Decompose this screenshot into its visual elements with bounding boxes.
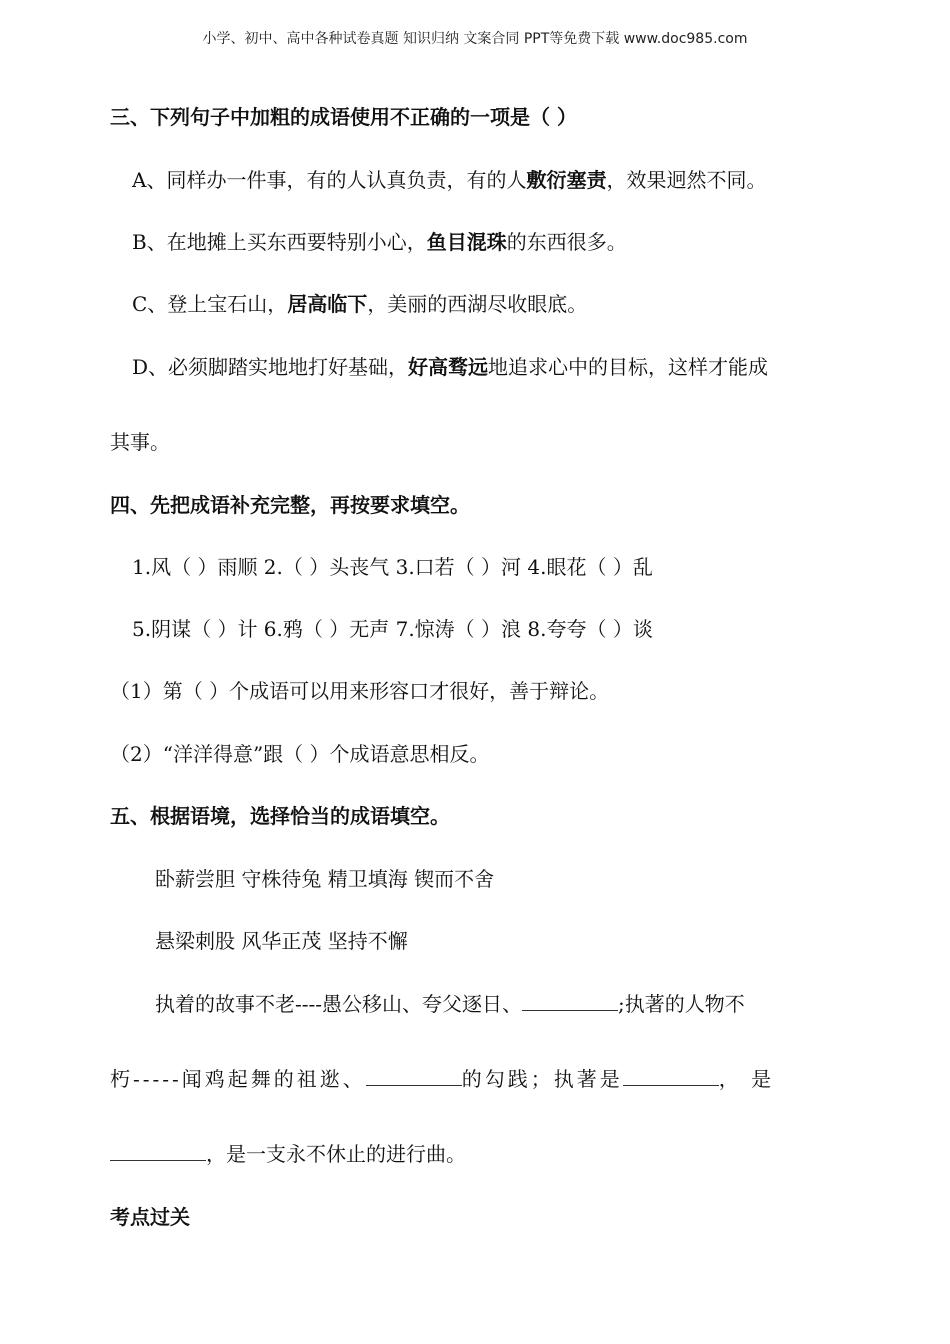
idiom-choices-2: 悬梁刺股 风华正茂 坚持不懈	[155, 929, 408, 953]
section5-title: 五、根据语境，选择恰当的成语填空。	[110, 804, 450, 828]
option-c-bold: 居高临下	[287, 292, 368, 316]
section3-title: 三、下列句子中加粗的成语使用不正确的一项是（ ）	[110, 105, 577, 129]
question-2: （2）“洋洋得意”跟（ ）个成语意思相反。	[110, 742, 490, 766]
page-header: 小学、初中、高中各种试卷真题 知识归纳 文案合同 PPT等免费下载 www.doc985.com	[202, 31, 748, 47]
idiom-row-1: 1.风（ ）雨顺 2.（ ）头丧气 3.口若（ ）河 4.眼花（ ）乱	[132, 555, 653, 579]
section4-title: 四、先把成语补充完整，再按要求填空。	[110, 493, 470, 517]
paragraph-line-1	[155, 990, 745, 1018]
option-d-bold: 好高骛远	[408, 355, 489, 379]
paragraph-1-start: 执着的故事不老----愚公移山、夸父逐日、	[155, 992, 523, 1016]
option-c-post: ，美丽的西湖尽收眼底。	[367, 292, 588, 316]
blank-3[interactable]	[623, 1067, 719, 1086]
paragraph-2-mid: 的勾践；执著是	[461, 1067, 623, 1091]
option-b	[132, 228, 627, 256]
option-d-post: 地追求心中的目标，这样才能成	[488, 355, 769, 379]
paragraph-line-3	[110, 1140, 466, 1168]
paragraph-2-end: ， 是	[718, 1067, 775, 1091]
option-d-pre: D、必须脚踏实地地打好基础，	[132, 355, 409, 379]
option-a-bold: 敷衍塞责	[526, 168, 607, 192]
option-b-bold: 鱼目混珠	[426, 230, 507, 254]
paragraph-3-text: ，是一支永不休止的进行曲。	[206, 1142, 466, 1166]
option-a	[132, 166, 766, 194]
option-d-continuation: 其事。	[110, 430, 170, 454]
option-c	[132, 290, 587, 318]
option-d	[132, 353, 768, 381]
paragraph-2-start: 朽-----闻鸡起舞的祖逖、	[110, 1067, 366, 1091]
blank-2[interactable]	[366, 1067, 462, 1086]
option-b-pre: B、在地摊上买东西要特别小心，	[132, 230, 427, 254]
option-a-post: ，效果迥然不同。	[606, 168, 767, 192]
option-b-post: 的东西很多。	[506, 230, 627, 254]
option-c-pre: C、登上宝石山，	[132, 292, 288, 316]
blank-4[interactable]	[110, 1142, 206, 1161]
option-a-pre: A、同样办一件事，有的人认真负责，有的人	[132, 168, 527, 192]
blank-1[interactable]	[522, 992, 618, 1011]
question-1: （1）第（ ）个成语可以用来形容口才很好，善于辩论。	[110, 679, 610, 703]
paragraph-line-2	[110, 1065, 774, 1093]
section-kaodian-title: 考点过关	[110, 1205, 190, 1229]
idiom-choices-1: 卧薪尝胆 守株待兔 精卫填海 锲而不舍	[155, 867, 495, 891]
idiom-row-2: 5.阴谋（ ）计 6.鸦（ ）无声 7.惊涛（ ）浪 8.夸夸（ ）谈	[132, 617, 653, 641]
paragraph-1-end: ;执著的人物不	[618, 992, 745, 1016]
